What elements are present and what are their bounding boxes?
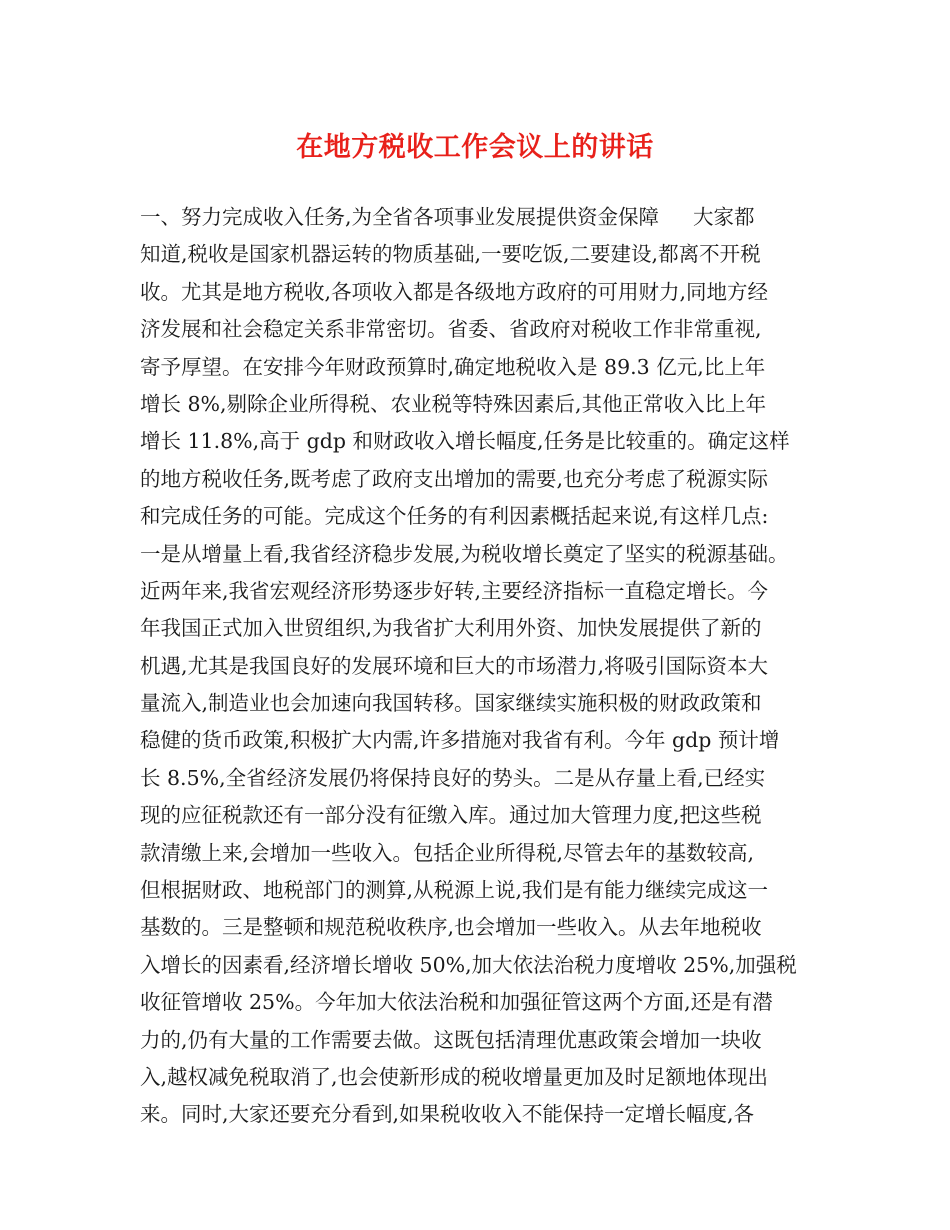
text-line: 入增长的因素看,经济增长增收 50%,加大依法治税力度增收 25%,加强税 [140,952,797,977]
text-line: 量流入,制造业也会加速向我国转移。国家继续实施积极的财政政策和 [140,691,762,716]
text-line: 的地方税收任务,既考虑了政府支出增加的需要,也充分考虑了税源实际 [140,466,769,491]
paragraph-start: 大家都 [693,205,755,229]
section-heading: 一、努力完成收入任务,为全省各项事业发展提供资金保障 [140,205,660,229]
text-line: 来。同时,大家还要充分看到,如果税收收入不能保持一定增长幅度,各 [140,1102,755,1127]
document-body [140,199,830,1134]
text-line: 年我国正式加入世贸组织,为我省扩大利用外资、加快发展提供了新的 [140,616,762,641]
text-line: 但根据财政、地税部门的测算,从税源上说,我们是有能力继续完成这一 [140,878,769,903]
text-line: 济发展和社会稳定关系非常密切。省委、省政府对税收工作非常重视, [140,317,762,342]
text-line: 一是从增量上看,我省经济稳步发展,为税收增长奠定了坚实的税源基础。 [140,541,789,566]
document-title: 在地方税收工作会议上的讲话 [296,132,654,163]
text-line: 稳健的货币政策,积极扩大内需,许多措施对我省有利。今年 gdp 预计增 [140,728,780,753]
text-line: 款清缴上来,会增加一些收入。包括企业所得税,尽管去年的基数较高, [140,840,755,865]
text-line: 增长 8%,剔除企业所得税、农业税等特殊因素后,其他正常收入比上年 [140,391,767,416]
text-line: 收。尤其是地方税收,各项收入都是各级地方政府的可用财力,同地方经 [140,279,769,304]
text-line: 力的,仍有大量的工作需要去做。这既包括清理优惠政策会增加一块收 [140,1027,762,1052]
text-line: 和完成任务的可能。完成这个任务的有利因素概括起来说,有这样几点: [140,504,769,529]
text-line: 寄予厚望。在安排今年财政预算时,确定地税收入是 89.3 亿元,比上年 [140,354,766,379]
text-line: 收征管增收 25%。今年加大依法治税和加强征管这两个方面,还是有潜 [140,990,773,1015]
text-line: 机遇,尤其是我国良好的发展环境和巨大的市场潜力,将吸引国际资本大 [140,653,769,678]
text-line: 基数的。三是整顿和规范税收秩序,也会增加一些收入。从去年地税收 [140,915,762,940]
text-line: 长 8.5%,全省经济发展仍将保持良好的势头。二是从存量上看,已经实 [140,765,766,790]
text-line: 知道,税收是国家机器运转的物质基础,一要吃饭,二要建设,都离不开税 [140,242,761,267]
text-line: 现的应征税款还有一部分没有征缴入库。通过加大管理力度,把这些税 [140,803,762,828]
text-line: 入,越权减免税取消了,也会使新形成的税收增量更加及时足额地体现出 [140,1064,769,1089]
text-line: 增长 11.8%,高于 gdp 和财政收入增长幅度,任务是比较重的。确定这样 [140,429,790,454]
text-line [140,199,830,236]
text-line: 近两年来,我省宏观经济形势逐步好转,主要经济指标一直稳定增长。今 [140,578,769,603]
